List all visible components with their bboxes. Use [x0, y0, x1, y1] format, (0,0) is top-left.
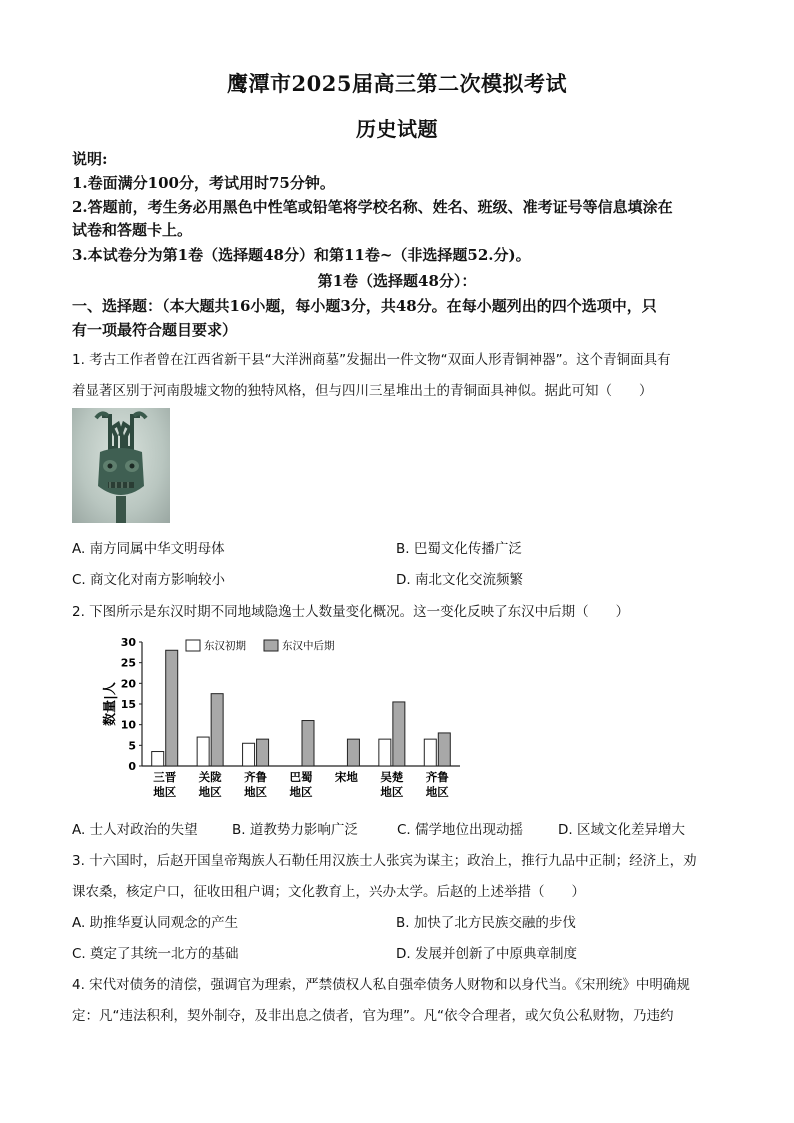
section-heading: 一、选择题：（本大题共16小题，每小题3分，共48分。在每小题列出的四个选项中，只	[72, 297, 657, 315]
bar	[379, 739, 391, 766]
question-1-option-c[interactable]: C. 商文化对南方影响较小	[72, 572, 226, 588]
y-axis-label: 数量|人	[103, 682, 118, 726]
x-tick-label: 地区	[153, 785, 177, 799]
y-tick-label: 10	[120, 718, 136, 732]
bar	[197, 737, 209, 766]
bar	[347, 739, 359, 766]
bar	[393, 702, 405, 766]
question-4-stem-cont: 定：凡“违法积利，契外制夺，及非出息之债者，官为理”。凡“依令合理者，或欠负公私财物，乃违约	[72, 1008, 674, 1024]
volume-title: 第1卷（选择题48分）：	[317, 272, 477, 290]
question-2-option-a[interactable]: A. 士人对政治的失望	[72, 822, 198, 838]
x-tick-label: 宋地	[334, 770, 358, 784]
instruction-item: 2.答题前，考生务必用黑色中性笔或铅笔将学校名称、姓名、班级、准考证号等信息填涂在	[72, 198, 673, 216]
bar	[243, 743, 255, 766]
question-1-option-d[interactable]: D. 南北文化交流频繁	[396, 572, 523, 588]
legend-swatch	[264, 640, 278, 651]
x-tick-label: 巴蜀	[289, 770, 313, 784]
y-tick-label: 20	[120, 677, 136, 691]
section-heading-cont: 有一项最符合题目要求）	[72, 321, 238, 339]
question-2-option-b[interactable]: B. 道教势力影响广泛	[232, 822, 358, 838]
x-tick-label: 关陇	[198, 770, 222, 784]
question-1-stem: 1. 考古工作者曾在江西省新干县“大洋洲商墓”发掘出一件文物“双面人形青铜神器”。这个青铜面具有	[72, 352, 671, 368]
question-3-option-c[interactable]: C. 奠定了其统一北方的基础	[72, 946, 239, 962]
bar	[152, 752, 164, 766]
x-tick-label: 地区	[244, 785, 268, 799]
bronze-mask-photo	[72, 408, 170, 523]
question-4-stem: 4. 宋代对债务的清偿，强调官为理索，严禁债权人私自强牵债务人财物和以身代当。《宋刑统》中明确规	[72, 977, 690, 993]
question-2-option-d[interactable]: D. 区域文化差异增大	[558, 822, 685, 838]
x-tick-label: 地区	[198, 785, 222, 799]
question-2-stem: 2. 下图所示是东汉时期不同地域隐逸士人数量变化概况。这一变化反映了东汉中后期（ ）	[72, 604, 630, 620]
bar	[438, 733, 450, 766]
bar	[166, 650, 178, 766]
question-3-stem: 3. 十六国时，后赵开国皇帝羯族人石勒任用汉族士人张宾为谋主；政治上，推行九品中正制；经济上，劝	[72, 853, 697, 869]
question-3-option-a[interactable]: A. 助推华夏认同观念的产生	[72, 915, 239, 931]
y-tick-label: 25	[120, 656, 136, 670]
x-tick-label: 吴楚	[380, 770, 404, 784]
x-tick-label: 齐鲁	[425, 770, 449, 784]
question-3-stem-cont: 课农桑，核定户口，征收田租户调；文化教育上，兴办太学。后赵的上述举措（ ）	[72, 884, 585, 900]
instruction-item: 1.卷面满分100分，考试用时75分钟。	[72, 174, 335, 192]
question-1-stem-cont: 着显著区别于河南殷墟文物的独特风格，但与四川三星堆出土的青铜面具神似。据此可知（ ）	[72, 383, 653, 399]
y-tick-label: 15	[120, 698, 136, 711]
question-3-option-b[interactable]: B. 加快了北方民族交融的步伐	[396, 915, 576, 931]
bar	[211, 694, 223, 766]
x-tick-label: 地区	[380, 785, 404, 799]
hermit-scholars-bar-chart	[100, 632, 470, 802]
exam-subject: 历史试题	[356, 117, 438, 141]
bar	[257, 739, 269, 766]
bar	[302, 721, 314, 766]
instruction-item: 试卷和答题卡上。	[72, 221, 193, 239]
bar	[424, 739, 436, 766]
question-2-option-c[interactable]: C. 儒学地位出现动摇	[397, 822, 524, 838]
x-tick-label: 地区	[289, 785, 313, 799]
question-1-option-b[interactable]: B. 巴蜀文化传播广泛	[396, 541, 522, 557]
y-tick-label: 5	[128, 739, 136, 753]
question-1-option-a[interactable]: A. 南方同属中华文明母体	[72, 541, 225, 557]
exam-title: 鹰潭市2025届高三第二次模拟考试	[227, 71, 567, 96]
x-tick-label: 齐鲁	[244, 770, 268, 784]
legend-label: 东汉中后期	[282, 640, 335, 652]
x-tick-label: 地区	[425, 785, 449, 799]
legend-swatch	[186, 640, 200, 651]
y-tick-label: 0	[128, 760, 136, 773]
y-tick-label: 30	[120, 636, 136, 649]
x-tick-label: 三晋	[153, 770, 177, 784]
question-3-option-d[interactable]: D. 发展并创新了中原典章制度	[396, 946, 577, 962]
instruction-item: 3.本试卷分为第1卷（选择题48分）和第11卷~（非选择题52.分)。	[72, 246, 531, 264]
instructions-heading: 说明:	[72, 150, 108, 168]
legend-label: 东汉初期	[204, 640, 246, 652]
